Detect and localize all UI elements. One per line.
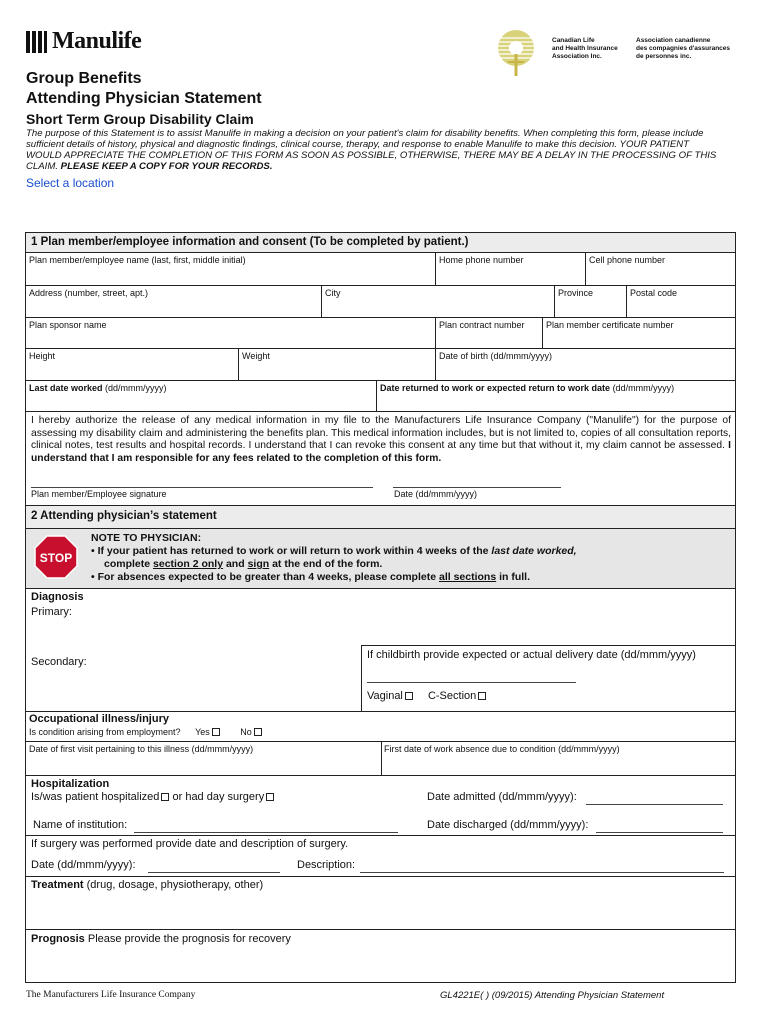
clhia-emblem-icon (494, 28, 538, 78)
vaginal-checkbox[interactable] (405, 692, 413, 700)
institution-line[interactable] (134, 832, 398, 833)
hospitalized-question: Is/was patient hospitalized or had day surgery (31, 791, 274, 803)
signature-date-label: Date (dd/mmm/yyyy) (394, 489, 478, 499)
section2-heading: 2 Attending physician’s statement (26, 506, 735, 529)
stop-sign-icon (34, 535, 78, 579)
field-home-phone[interactable]: Home phone number (436, 253, 586, 286)
surgery-description-label: Description: (297, 859, 356, 871)
association-name-fr: Association canadienne des compagnies d'assurances de personnes inc. (636, 37, 731, 60)
note-text: NOTE TO PHYSICIAN: • If your patient has returned to work or will return to work within 4 weeks of the last date worked, complete section 2 only and sign at the end of the form. • For absences expected to be greater than 4 weeks, please complete all sections in full. (91, 532, 577, 583)
title-attending-physician: Attending Physician Statement (26, 90, 262, 107)
consent-paragraph: I hereby authorize the release of any medical information in my file to the Manufacturers Life Insurance Company ("Manulife") for the purpose of assessing my disability claim and administering the benefits plan. This medical information includes, but is not limited to, copies of all consultation reports, clinical notes, test results and hospital records. I understand that I can revoke this consent at any time but that without it, my claim cannot be assessed. I understand that I am responsible for any fees related to the completion of this form. (31, 415, 731, 464)
occupational-label: Occupational illness/injury (29, 713, 169, 725)
surgery-date-line[interactable] (148, 872, 280, 873)
diagnosis-label: Diagnosis (31, 591, 84, 603)
physician-note (26, 529, 735, 589)
footer-form-code: GL4221E( ) (09/2015) Attending Physician Statement (440, 990, 665, 1001)
treatment-field[interactable]: Treatment (drug, dosage, physiotherapy, other) (31, 879, 264, 891)
field-first-visit-date[interactable]: Date of first visit pertaining to this illness (dd/mmm/yyyy) (29, 744, 254, 754)
date-discharged-label: Date discharged (dd/mmm/yyyy): (427, 819, 589, 831)
footer-company: The Manufacturers Life Insurance Company (26, 990, 196, 1000)
date-discharged-line[interactable] (596, 832, 723, 833)
field-weight[interactable]: Weight (239, 349, 436, 381)
day-surgery-checkbox[interactable] (266, 793, 274, 801)
childbirth-date-line[interactable] (367, 682, 576, 683)
field-cell-phone[interactable]: Cell phone number (586, 253, 735, 286)
surgery-date-label: Date (dd/mmm/yyyy): (31, 859, 136, 871)
surgery-question: If surgery was performed provide date and description of surgery. (31, 838, 349, 850)
field-address[interactable]: Address (number, street, apt.) (26, 286, 322, 318)
field-certificate-number[interactable]: Plan member certificate number (543, 318, 735, 349)
title-short-term-disability: Short Term Group Disability Claim (26, 111, 254, 127)
diagnosis-primary-field[interactable]: Primary: (31, 606, 72, 618)
institution-label: Name of institution: (33, 819, 128, 831)
field-plan-sponsor[interactable]: Plan sponsor name (26, 318, 436, 349)
surgery-description-line[interactable] (360, 872, 724, 873)
employment-no-checkbox[interactable] (254, 728, 262, 736)
diagnosis-secondary-field[interactable]: Secondary: (31, 656, 87, 668)
date-admitted-label: Date admitted (dd/mmm/yyyy): (427, 791, 577, 803)
field-plan-contract[interactable]: Plan contract number (436, 318, 543, 349)
prognosis-field[interactable]: Prognosis Please provide the prognosis for recovery (31, 933, 291, 945)
field-return-to-work-date[interactable]: Date returned to work or expected return to work date (dd/mmm/yyyy) (377, 381, 735, 412)
title-group-benefits: Group Benefits (26, 70, 142, 87)
section1-heading: 1 Plan member/employee information and consent (To be completed by patient.) (26, 233, 735, 253)
field-height[interactable]: Height (26, 349, 239, 381)
hospitalization-label: Hospitalization (31, 778, 110, 790)
association-name-en: Canadian Life and Health Insurance Association Inc. (552, 37, 618, 60)
hospitalized-checkbox[interactable] (161, 793, 169, 801)
employment-question: Is condition arising from employment? Yes No (29, 727, 262, 737)
manulife-logo (26, 28, 141, 55)
field-first-absence-date[interactable]: First date of work absence due to condition (dd/mmm/yyyy) (384, 744, 620, 754)
signature-line[interactable] (31, 487, 373, 488)
delivery-options: Vaginal C-Section (367, 690, 486, 702)
claim-form (25, 232, 736, 983)
field-last-date-worked[interactable]: Last date worked (dd/mmm/yyyy) (26, 381, 377, 412)
signature-label: Plan member/Employee signature (31, 489, 167, 499)
svg-text:STOP: STOP (39, 551, 73, 565)
employment-yes-checkbox[interactable] (212, 728, 220, 736)
field-province[interactable]: Province (555, 286, 627, 318)
field-member-name[interactable]: Plan member/employee name (last, first, middle initial) (26, 253, 436, 286)
signature-date-line[interactable] (393, 487, 561, 488)
select-location-link[interactable]: Select a location (26, 176, 115, 190)
field-postal-code[interactable]: Postal code (627, 286, 735, 318)
date-admitted-line[interactable] (586, 804, 723, 805)
field-date-of-birth[interactable]: Date of birth (dd/mmm/yyyy) (436, 349, 735, 381)
manulife-logo-icon (26, 31, 48, 53)
intro-paragraph: The purpose of this Statement is to assist Manulife in making a decision on your patient's claim for disability benefits. When completing this form, please include sufficient details of history, physical and diagnostic findings, clinical course, therapy, and response to enable Manulife to make this decision. YOUR PATIENT WOULD APPRECIATE THE COMPLETION OF THIS FORM AS SOON AS POSSIBLE, OTHERWISE, THERE MAY BE A DELAY IN THE PROCESSING OF THIS CLAIM. PLEASE KEEP A COPY FOR YOUR RECORDS. (26, 128, 717, 172)
csection-checkbox[interactable] (478, 692, 486, 700)
childbirth-date-label: If childbirth provide expected or actual delivery date (dd/mmm/yyyy) (367, 649, 696, 661)
brand-name: Manulife (52, 28, 142, 54)
field-city[interactable]: City (322, 286, 555, 318)
